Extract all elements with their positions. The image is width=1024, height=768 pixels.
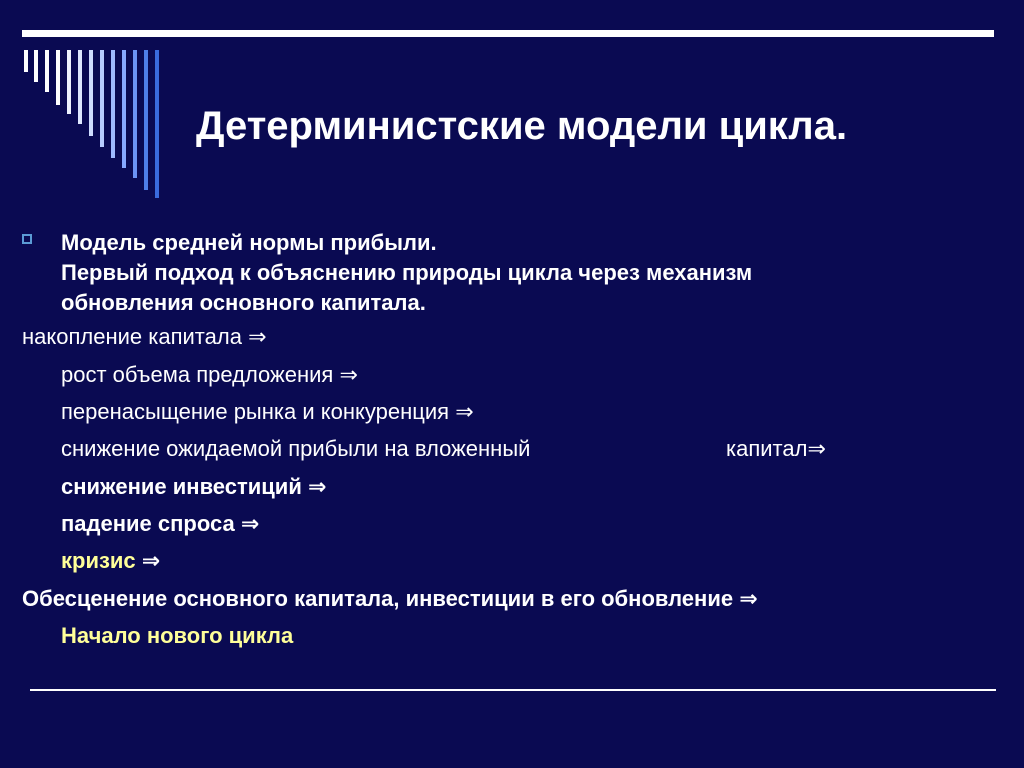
stripe [56, 50, 60, 105]
double-arrow-icon: ⇒ [141, 549, 161, 574]
double-arrow-icon: ⇒ [248, 325, 267, 350]
bullet-line: Первый подход к объяснению природы цикла через механизм [61, 260, 753, 285]
step-text: снижение ожидаемой прибыли на вложенный [61, 436, 531, 461]
stripe [34, 50, 38, 82]
chain-step-5 [61, 472, 326, 503]
step-text: Обесценение основного капитала, инвестиции в его обновление [22, 586, 734, 611]
stripe [24, 50, 28, 72]
step-text: снижение инвестиций [61, 474, 302, 499]
stripe [133, 50, 137, 178]
chain-step-9: Начало нового цикла [61, 623, 294, 648]
chain-step-6 [61, 509, 259, 540]
bottom-rule [30, 689, 996, 691]
stripe [111, 50, 115, 158]
chain-step-4-cont [726, 434, 826, 465]
step-text: кризис [61, 548, 136, 573]
square-bullet-icon [22, 234, 32, 244]
double-arrow-icon: ⇒ [339, 363, 358, 388]
double-arrow-icon: ⇒ [307, 475, 327, 500]
step-text: капитал [726, 436, 808, 461]
top-rule [22, 30, 994, 37]
chain-step-1 [22, 322, 267, 353]
double-arrow-icon: ⇒ [739, 587, 758, 612]
stripe [78, 50, 82, 124]
double-arrow-icon: ⇒ [455, 400, 474, 425]
bullet-line: Модель средней нормы прибыли. [61, 230, 437, 255]
stripe [144, 50, 148, 190]
step-text: накопление капитала [22, 324, 242, 349]
stripe [89, 50, 93, 136]
chain-step-4 [61, 434, 530, 464]
stripe [122, 50, 126, 168]
stripe [155, 50, 159, 198]
chain-step-2 [61, 360, 358, 391]
double-arrow-icon: ⇒ [240, 512, 260, 537]
stripe [67, 50, 71, 114]
double-arrow-icon: ⇒ [807, 437, 826, 462]
bullet-text [61, 228, 752, 318]
chain-step-3 [61, 397, 474, 428]
bullet-line: обновления основного капитала. [61, 290, 426, 315]
step-text: рост объема предложения [61, 362, 334, 387]
step-text: падение спроса [61, 511, 235, 536]
stripe [100, 50, 104, 147]
step-text: перенасыщение рынка и конкуренция [61, 399, 450, 424]
chain-step-8 [22, 584, 758, 615]
chain-step-7 [61, 546, 160, 577]
slide-title: Детерминистские модели цикла. [196, 104, 848, 148]
stripe [45, 50, 49, 92]
